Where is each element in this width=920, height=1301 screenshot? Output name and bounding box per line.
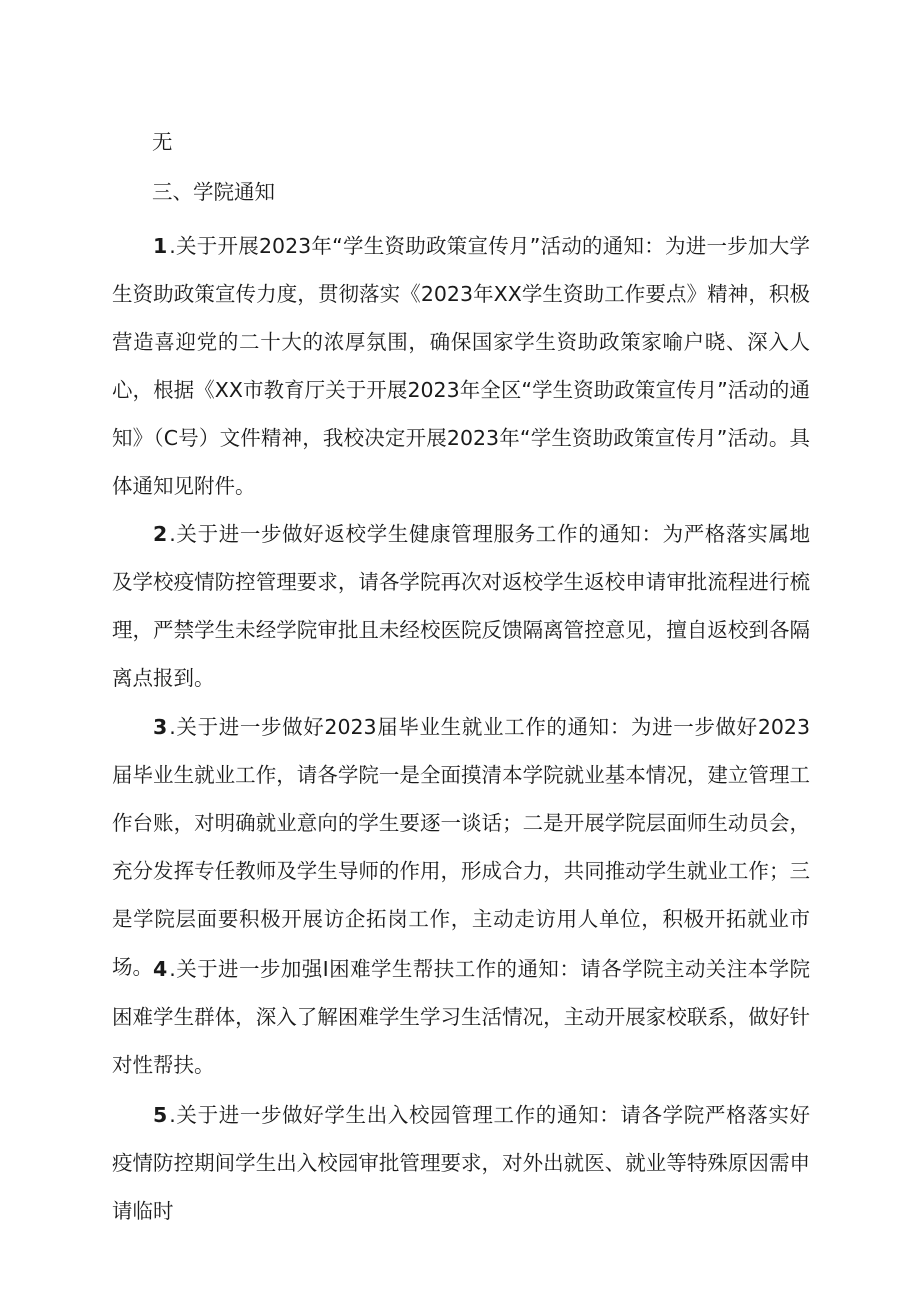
none-text: 无 — [152, 130, 173, 154]
notice-text: .关于进一步做好返校学生健康管理服务工作的通知：为严格落实属地及学校疫情防控管理要求，请各学院再次对返校学生返校申请审批流程进行梳理，严禁学生未经学院审批且未经校医院反馈隔离管控意见，擅自返校到各隔离点报到。 — [112, 522, 810, 690]
section-title: 三、学院通知 — [152, 180, 275, 204]
notice-number: 4 — [153, 957, 170, 981]
notice-text: .关于进一步做好2023届毕业生就业工作的通知：为进一步做好2023届毕业生就业工作，请各学院一是全面摸清本学院就业基本情况，建立管理工作台账，对明确就业意向的学生要逐一谈话；二是开展学院层面师生动员会，充分发挥专任教师及学生导师的作用，形成合力，共同推动学生就业工作；三是学院层面要积极开展访企拓岗工作，主动走访用人单位，积极开拓就业市场。 — [112, 715, 810, 979]
notice-number: 2 — [153, 522, 170, 546]
notice-item-1 — [112, 222, 810, 510]
notice-item-4 — [112, 945, 810, 1089]
notice-number: 3 — [153, 715, 170, 739]
notice-item-2 — [112, 510, 810, 702]
notice-text: .关于开展2023年“学生资助政策宣传月”活动的通知：为进一步加大学生资助政策宣传力度，贯彻落实《2023年XX学生资助工作要点》精神，积极营造喜迎党的二十大的浓厚氛围，确保国家学生资助政策家喻户晓、深入人心，根据《XX市教育厅关于开展2023年全区“学生资助政策宣传月”活动的通知》（C号）文件精神，我校决定开展2023年“学生资助政策宣传月”活动。具体通知见附件。 — [112, 234, 810, 498]
notice-text: .关于进一步做好学生出入校园管理工作的通知：请各学院严格落实好疫情防控期间学生出入校园审批管理要求，对外出就医、就业等特殊原因需申请临时 — [112, 1103, 810, 1223]
notice-text: .关于进一步加强I困难学生帮扶工作的通知：请各学院主动关注本学院困难学生群体，深入了解困难学生学习生活情况，主动开展家校联系，做好针对性帮扶。 — [112, 957, 810, 1077]
notice-number: 5 — [153, 1103, 170, 1127]
notice-number: 1 — [153, 234, 170, 258]
notice-item-5 — [112, 1091, 810, 1235]
